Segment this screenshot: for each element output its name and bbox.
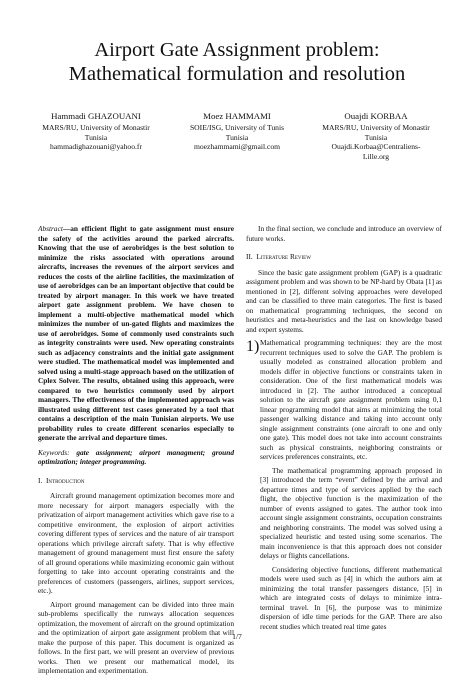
author-block-3 <box>306 110 446 161</box>
author-name: Hammadi GHAZOUANI <box>51 111 141 121</box>
list-item-paragraph-2: The mathematical programming approach proposed in [3] introduced the term “event” defined by the arrival and departure times and type of services applied by the each flight, the objective function is the maximization of the number of events assigned to gates. The author took into account single assignment constraints, occupation constraints and neighboring constraints. The model was solved using a specialized heuristic and tested using some scenarios. The main inconvenience is that this approach does not consider delays or flights cancellations. <box>260 465 442 560</box>
keywords <box>38 448 234 467</box>
list-item-paragraph-3: Considering objective functions, different mathematical models were used such as [4] in which the authors aim at minimizing the total transfer passengers distance, [5] in which are integrated costs of delays to minimize intra-terminal travel. In [6], the purpose was to minimize dispersion of idle time periods for the GAP. There are also recent studies which treated real time gates <box>260 564 442 631</box>
author-email: hammadighazouani@yahoo.fr <box>50 142 142 152</box>
left-column <box>38 224 234 676</box>
list-item-1 <box>246 338 442 631</box>
author-block-2 <box>167 110 307 152</box>
paper-title <box>0 38 474 86</box>
author-email-continued: Lille.org <box>362 151 390 161</box>
intro-paragraph-2: Airport ground management can be divided into three main sub-problems specifically the runways allocation sequences optimization, the movement of aircraft on the ground optimization and the optimization of airport gate assignment problem that will make the purpose of this paper. This document is organized as follows. In the first part, we will present an overview of previous works. Then we present our mathematical model, its implementation and experimentation. <box>38 599 234 675</box>
title-line-2: Mathematical formulation and resolution <box>68 63 406 85</box>
abstract-lead: Abstract <box>38 224 63 233</box>
page-number: 1/7 <box>232 632 242 641</box>
conclusion-overview-paragraph: In the final section, we conclude and introduce an overview of future works. <box>246 224 442 243</box>
section-heading-literature-review <box>246 252 442 262</box>
abstract-body: —an efficient flight to gate assignment must ensure the safety of the activities around the parked aircrafts. Knowing that the use of aerobridges is the best solution to minimize the risks associated with operations around aircrafts, increases the revenues of the airport services and reduces the costs of the airline facilities, the maximization of use of aerobridges can be an important objective that could be treated by airport manager. In this work we have treated airport gate assignment problem. We have chosen to implement a multi-objective mathematical model which minimizes the number of un-gated flights and maximizes the use of aerobridges. Some of commonly used constraints such as integrity constraints were used. New operating constraints such as adjacency constraints and the initial gate assignment were studied. The mathematical model was implemented and solved using a multi-stage approach based on the utilization of Cplex Solver. The results, obtained using this approach, were compared to two heuristics commonly used by airport managers. The effectiveness of the implemented approach was illustrated using different test cases generated by a tool that contains a description of the main Tunisian airports. We use probability rules to create different scenarios especially to generate the arrival and departure times. <box>38 224 234 442</box>
author-name: Moez HAMMAMI <box>203 111 271 121</box>
author-email: moezhammami@gmail.com <box>193 142 281 152</box>
literature-paragraph-1: Since the basic gate assignment problem (GAP) is a quadratic assignment problem and was shown to be NP-hard by Obata [1] as mentioned in [2], different solving approaches were developed and can be classified to three main categories. The first is based on mathematical programming techniques, the second on heuristics and meta-heuristics and the last on knowledge based and expert systems. <box>246 267 442 334</box>
author-affiliation: MARS/RU, University of Monastir <box>322 123 430 132</box>
author-email: Ouajdi.Korbaa@Centraliens- <box>331 142 421 152</box>
right-column <box>246 224 442 631</box>
author-country: Tunisia <box>84 132 108 142</box>
keywords-body: gate assignment; airport managment; ground optimization; integer programming. <box>38 447 234 466</box>
intro-paragraph-1: Aircraft ground management optimization becomes more and more necessary for airport managers especially with the privatization of airport management activities which gave rise to a competitive environment, the explosion of airport activities covering different types of services and the nature of air transport operations which privilege aircraft safety. That is why effective management of ground management must first ensure the safety of all ground operations while maximizing economic gain without forgetting to take into account operating constraints and the preferences of customers (passengers, airlines, support services, etc.). <box>38 491 234 595</box>
title-line-1: Airport Gate Assignment problem: <box>94 39 380 61</box>
keywords-lead: Keywords: <box>38 447 70 457</box>
section-heading-introduction <box>38 476 234 486</box>
section-number: I. <box>38 475 43 485</box>
section-title: Literature Review <box>256 252 311 261</box>
list-item-text: Mathematical programming techniques: they are the most recurrent techniques used to solve the GAP. The problem is usually modeled as constrained allocation problem and models differ in objective functions or constraints taken in consideration. One of the first mathematical models was introduced in [2]. The author introduced a conceptual solution to the aircraft gate assignment problem using 0,1 linear programming model that aims at minimizing the total passenger walking distance and taking into account only single assignment constraints (one aircraft to one and only one gate). This model does not take into account constraints such as physical constraints, neighboring constraints or services preferences constraints, etc. <box>260 338 442 461</box>
abstract <box>38 224 234 443</box>
author-affiliation: SOIE/ISG, University of Tunis <box>189 123 285 132</box>
author-block-1 <box>26 110 166 152</box>
author-affiliation: MARS/RU, University of Monastir <box>42 123 150 132</box>
author-country: Tunisia <box>364 132 388 142</box>
author-country: Tunisia <box>225 132 249 142</box>
section-title: Introduction <box>45 475 85 485</box>
list-marker: 1) <box>246 338 260 355</box>
author-name: Ouajdi KORBAA <box>344 111 408 121</box>
section-number: II. <box>246 252 253 261</box>
